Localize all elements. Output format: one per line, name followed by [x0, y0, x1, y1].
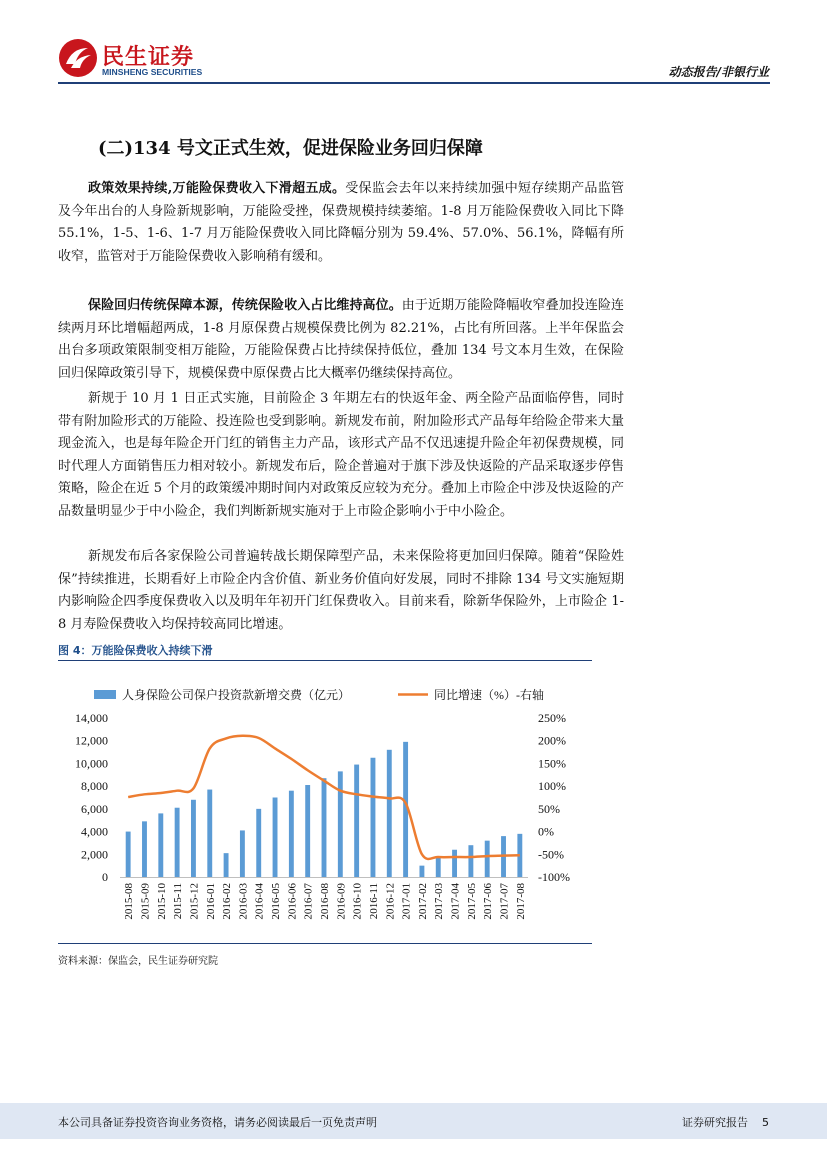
- footer-report-label: 证券研究报告: [682, 1116, 748, 1129]
- paragraph-text: 由于近期万能险降幅收窄叠加投连险连续两月环比增幅超两成，1-8 月原保费占规模保费比例为 82.21%，占比有所回落。上半年保监会出台多项政策限制变相万能险，万能险保费占比持续保持低位，叠加 134 号文本月生效，在保险回归保障政策引导下，规模保费中原保费占比大概率仍继续保持高位。: [58, 298, 624, 381]
- bar: [485, 841, 490, 877]
- x-axis-tick-label: 2017-02: [416, 883, 429, 920]
- page-footer: [0, 1103, 827, 1139]
- left-axis-tick-label: 0: [102, 870, 108, 884]
- x-axis-tick-label: 2015-11: [172, 883, 185, 920]
- left-axis-tick-label: 8,000: [81, 779, 108, 794]
- x-axis-tick-label: 2015-08: [123, 883, 136, 920]
- company-logo: [58, 38, 218, 82]
- figure-title: 图 4：万能险保费收入持续下滑: [58, 644, 213, 657]
- bar: [175, 808, 180, 877]
- right-axis-tick-label: 150%: [538, 756, 566, 771]
- x-axis-tick-label: 2017-07: [498, 883, 511, 920]
- x-axis-tick-label: 2017-06: [482, 883, 495, 920]
- x-axis-tick-label: 2015-10: [155, 883, 168, 920]
- x-axis-tick-label: 2015-09: [139, 883, 152, 920]
- bar: [371, 758, 376, 877]
- left-axis-tick-label: 10,000: [75, 756, 108, 771]
- bar: [322, 778, 327, 877]
- right-axis-tick-label: 250%: [538, 711, 566, 725]
- paragraph-text: 新规发布后各家保险公司普遍转战长期保障型产品，未来保险将更加回归保障。随着“保险姓保”持续推进，长期看好上市险企内含价值、新业务价值向好发展，同时不排除 134 号文实施短期内影响险企四季度保费收入以及明年年初开门红保费收入。目前来看，除新华保险外，上市险企 1-8 月寿险保费收入均保持较高同比增速。: [58, 549, 624, 632]
- x-axis-tick-label: 2016-02: [221, 883, 234, 920]
- x-axis-tick-label: 2016-09: [335, 883, 348, 920]
- x-axis-tick-label: 2016-05: [270, 883, 283, 920]
- x-axis-tick-label: 2016-04: [253, 883, 266, 920]
- paragraph-2: [58, 295, 624, 385]
- bar: [273, 798, 278, 878]
- x-axis-tick-label: 2016-03: [237, 883, 250, 920]
- x-axis-tick-label: 2016-06: [286, 883, 299, 920]
- paragraph-3: [58, 388, 624, 524]
- x-axis-tick-label: 2015-12: [188, 883, 201, 920]
- x-axis-tick-label: 2016-01: [204, 883, 217, 920]
- bar: [387, 750, 392, 877]
- paragraph-text: 新规于 10 月 1 日正式实施，目前险企 3 年期左右的快返年金、两全险产品面临停售，同时带有附加险形式的万能险、投连险也受到影响。新规发布前，附加险形式产品每年给险企带来大量现金流入，也是每年险企开门红的销售主力产品，该形式产品不仅迅速提升险企年初保费规模，同时代理人方面销售压力相对较小。新规发布后，险企普遍对于旗下涉及快返险的产品采取逐步停售策略，险企在近 5 个月的政策缓冲期时间内对政策反应较为充分。叠加上市险企中涉及快返险的产品数量明显少于中小险企，我们判断新规实施对于上市险企影响小于中小险企。: [58, 391, 624, 519]
- figure-top-rule: [58, 660, 592, 661]
- right-axis-tick-label: 200%: [538, 733, 566, 748]
- bar: [289, 791, 294, 877]
- x-axis-tick-label: 2016-07: [302, 883, 315, 920]
- bar: [142, 821, 147, 877]
- paragraph-1: [58, 178, 624, 268]
- x-axis-tick-label: 2017-03: [433, 883, 446, 920]
- logo-text-cn: 民生证券: [102, 45, 195, 70]
- paragraph-lead: 保险回归传统保障本源，传统保险收入占比维持高位。: [88, 298, 402, 313]
- bar: [452, 850, 457, 877]
- bar: [419, 866, 424, 877]
- bar: [224, 853, 229, 877]
- header-divider: [58, 82, 770, 84]
- left-axis-tick-label: 12,000: [75, 733, 108, 748]
- bar: [240, 830, 245, 877]
- paragraph-4: [58, 546, 624, 636]
- bar: [191, 800, 196, 877]
- x-axis-tick-label: 2016-08: [319, 883, 331, 920]
- footer-disclaimer: 本公司具备证券投资咨询业务资格，请务必阅读最后一页免责声明: [58, 1116, 377, 1129]
- x-axis-tick-label: 2017-05: [465, 883, 478, 920]
- left-axis-tick-label: 2,000: [81, 847, 108, 862]
- legend-label-line: 同比增速（%）-右轴: [434, 688, 544, 702]
- paragraph-text: 受保监会去年以来持续加强中短存续期产品监管及今年出台的人身险新规影响，万能险受挫，保费规模持续萎缩。1-8 月万能险保费收入同比下降 55.1%，1-5、1-6、1-7 月万能险保费收入同比降幅分别为 59.4%、57.0%、56.1%，降幅有所收窄，监管对于万能险保费收入影响稍有缓和。: [58, 181, 624, 264]
- report-type: 动态报告/非银行业: [668, 65, 769, 79]
- bar: [468, 845, 473, 877]
- bar: [256, 809, 261, 877]
- logo-text-en: MINSHENG SECURITIES: [102, 67, 203, 77]
- bar: [207, 790, 212, 877]
- right-axis-tick-label: 0%: [538, 824, 554, 839]
- bar: [354, 765, 359, 877]
- right-axis-tick-label: -100%: [538, 870, 570, 884]
- universal-insurance-premium-chart: [58, 662, 592, 942]
- figure-source: 资料来源：保监会，民生证券研究院: [58, 956, 218, 967]
- legend-swatch-bar: [94, 690, 116, 699]
- left-axis-tick-label: 4,000: [81, 824, 108, 839]
- x-axis-tick-label: 2017-04: [449, 883, 462, 920]
- page-number: 5: [762, 1116, 769, 1129]
- minsheng-logo-icon: [58, 38, 98, 78]
- paragraph-lead: 政策效果持续,万能险保费收入下滑超五成。: [88, 181, 346, 196]
- left-axis-tick-label: 14,000: [75, 711, 108, 725]
- legend-label-bar: 人身保险公司保户投资款新增交费（亿元）: [122, 688, 351, 702]
- x-axis-tick-label: 2017-01: [400, 883, 413, 920]
- x-axis-tick-label: 2017-08: [514, 883, 527, 920]
- bar: [158, 813, 163, 877]
- x-axis-tick-label: 2016-10: [351, 883, 364, 920]
- bar: [126, 832, 131, 877]
- right-axis-tick-label: -50%: [538, 847, 564, 862]
- page-header: [0, 0, 827, 90]
- right-axis-tick-label: 50%: [538, 801, 560, 816]
- right-axis-tick-label: 100%: [538, 779, 566, 794]
- bar: [338, 771, 343, 877]
- section-title: (二)134 号文正式生效，促进保险业务回归保障: [98, 138, 483, 159]
- x-axis-tick-label: 2016-11: [367, 883, 380, 920]
- x-axis-tick-label: 2016-12: [384, 883, 397, 920]
- left-axis-tick-label: 6,000: [81, 801, 108, 816]
- footer-right: [668, 1114, 769, 1130]
- bar: [436, 858, 441, 877]
- bar: [305, 785, 310, 877]
- figure-bottom-rule: [58, 943, 592, 944]
